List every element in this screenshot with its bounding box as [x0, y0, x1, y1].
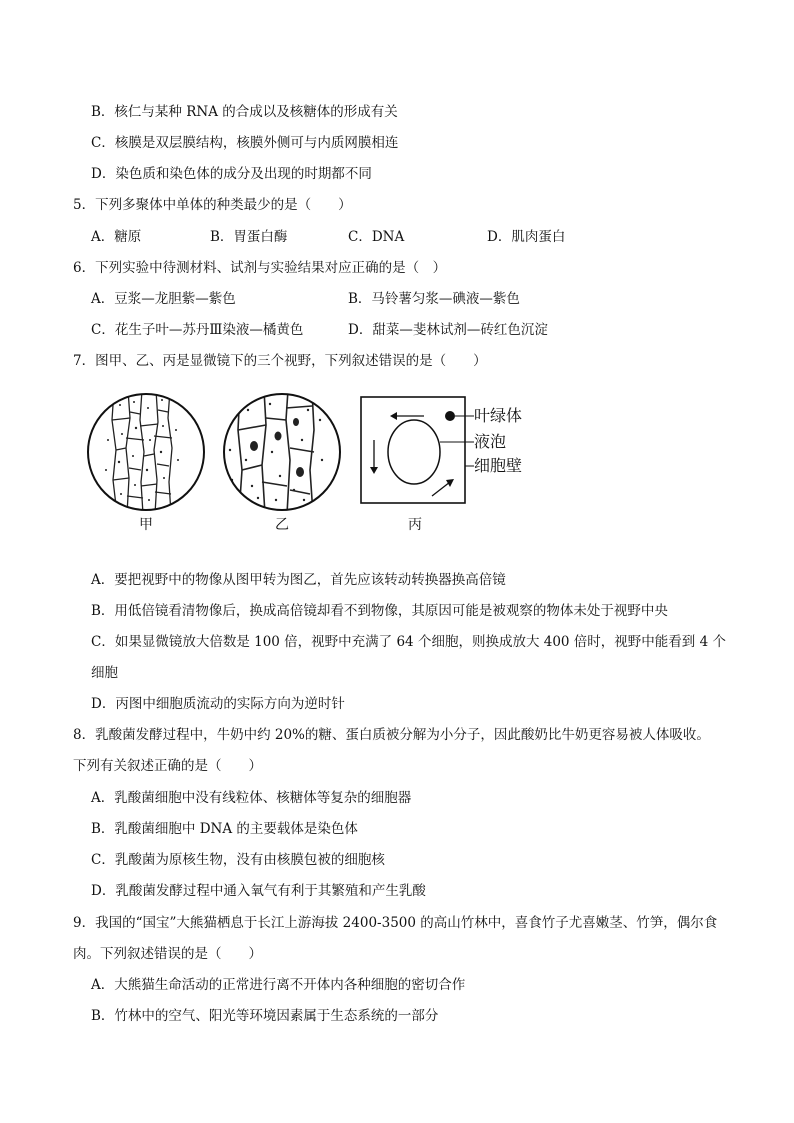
label-bing: 丙 — [408, 517, 422, 533]
q6-options-row1 — [0, 293, 794, 309]
field-bing-image — [360, 396, 466, 504]
label-yi: 乙 — [275, 517, 289, 533]
q8-option-a: A．乳酸菌细胞中没有线粒体、核糖体等复杂的细胞器 — [91, 790, 412, 806]
label-jia: 甲 — [139, 517, 153, 533]
q5-option-d: D．肌肉蛋白 — [487, 229, 566, 245]
q9-option-b: B．竹林中的空气、阳光等环境因素属于生态系统的一部分 — [91, 1008, 439, 1024]
q7-stem: 7．图甲、乙、丙是显微镜下的三个视野，下列叙述错误的是（ ） — [73, 353, 487, 369]
q5-option-b: B．胃蛋白酶 — [210, 229, 288, 245]
q4-option-c: C．核膜是双层膜结构，核膜外侧可与内质网膜相连 — [91, 135, 399, 151]
q6-option-a: A．豆浆—龙胆紫—紫色 — [91, 291, 236, 307]
q4-option-b: B．核仁与某种 RNA 的合成以及核糖体的形成有关 — [91, 104, 398, 120]
q8-stem-line1: 8．乳酸菌发酵过程中，牛奶中约 20%的糖、蛋白质被分解为小分子，因此酸奶比牛奶更容易被人体吸收。 — [73, 727, 710, 743]
field-yi-image — [220, 390, 344, 514]
q6-option-d: D．甜菜—斐林试剂—砖红色沉淀 — [348, 322, 548, 338]
legend-vacuole: 液泡 — [474, 432, 507, 451]
q7-option-b: B．用低倍镜看清物像后，换成高倍镜却看不到物像，其原因可能是被观察的物体未处于视野中央 — [91, 603, 668, 619]
q9-stem-line2: 肉。下列叙述错误的是（ ） — [73, 946, 262, 962]
q7-option-c-line1: C．如果显微镜放大倍数是 100 倍，视野中充满了 64 个细胞，则换成放大 400 倍时，视野中能看到 4 个 — [91, 634, 726, 650]
q5-option-c: C．DNA — [348, 229, 405, 245]
q8-option-d: D．乳酸菌发酵过程中通入氧气有利于其繁殖和产生乳酸 — [91, 883, 426, 899]
microscope-figure — [84, 390, 544, 540]
legend-chloroplast: 叶绿体 — [474, 406, 523, 425]
q6-options-row2 — [0, 324, 794, 340]
q5-stem: 5．下列多聚体中单体的种类最少的是（ ） — [73, 197, 352, 213]
q6-option-b: B．马铃薯匀浆—碘液—紫色 — [348, 291, 520, 307]
q5-options — [0, 231, 794, 247]
legend-cell-wall: 细胞壁 — [474, 456, 523, 475]
field-jia-image — [84, 390, 208, 514]
leader-lines — [466, 396, 474, 504]
q7-option-c-line2: 细胞 — [91, 665, 118, 681]
q8-option-b: B．乳酸菌细胞中 DNA 的主要载体是染色体 — [91, 821, 358, 837]
q6-option-c: C．花生子叶—苏丹Ⅲ染液—橘黄色 — [91, 322, 304, 338]
q9-stem-line1: 9．我国的“国宝”大熊猫栖息于长江上游海拔 2400-3500 的高山竹林中，喜食竹子尤喜嫩茎、竹笋，偶尔食 — [73, 915, 718, 931]
q7-option-d: D．丙图中细胞质流动的实际方向为逆时针 — [91, 696, 345, 712]
q8-stem-line2: 下列有关叙述正确的是（ ） — [73, 758, 262, 774]
q5-option-a: A．糖原 — [91, 229, 142, 245]
q4-option-d: D．染色质和染色体的成分及出现的时期都不同 — [91, 166, 372, 182]
q6-stem: 6．下列实验中待测材料、试剂与实验结果对应正确的是（ ） — [73, 260, 447, 276]
q8-option-c: C．乳酸菌为原核生物，没有由核膜包被的细胞核 — [91, 852, 385, 868]
q7-option-a: A．要把视野中的物像从图甲转为图乙，首先应该转动转换器换高倍镜 — [91, 572, 506, 588]
q9-option-a: A．大熊猫生命活动的正常进行离不开体内各种细胞的密切合作 — [91, 977, 466, 993]
